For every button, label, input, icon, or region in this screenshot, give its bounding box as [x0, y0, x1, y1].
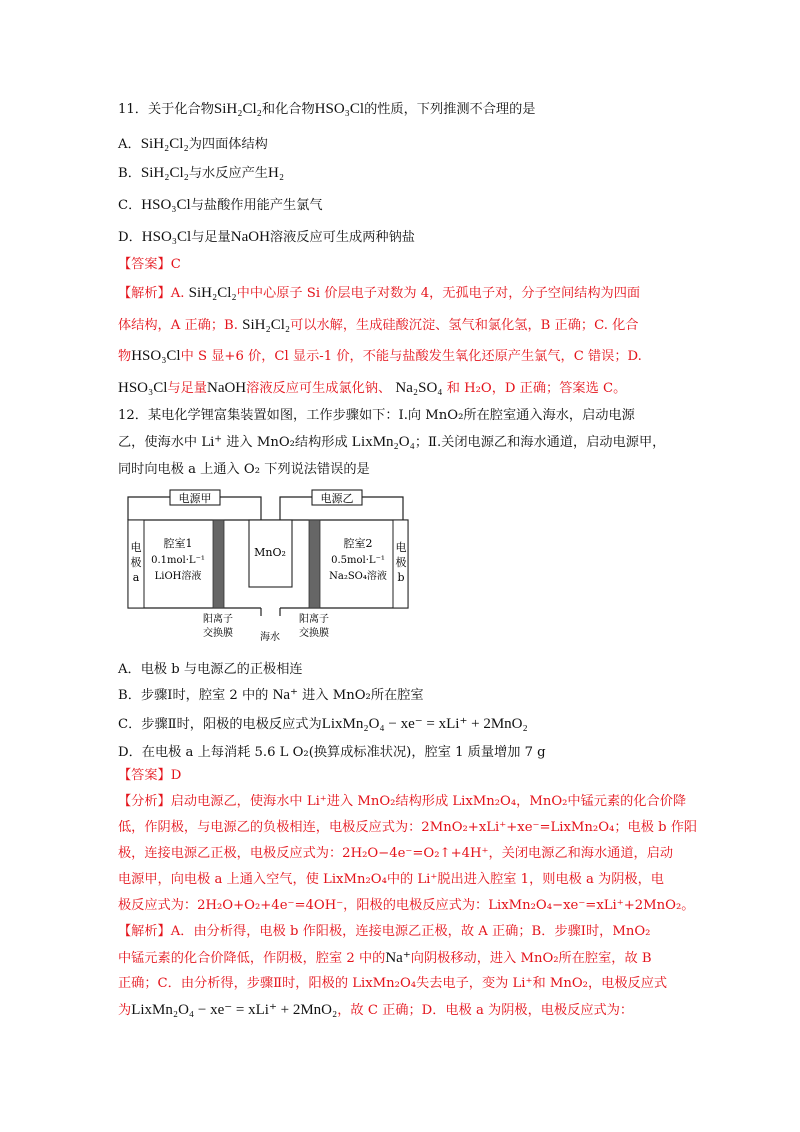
membrane-2-label: 阳离子 — [299, 614, 329, 625]
svg-text:交换膜: 交换膜 — [299, 628, 329, 639]
chamber-1-label: 腔室1 — [163, 537, 193, 550]
q12-analysis-5: 极反应式为：2H₂O+O₂+4e⁻=4OH⁻，阳极的电极反应式为：LixMn₂O₄−xe⁻=xLi⁺+2MnO₂。 — [118, 898, 695, 913]
q12-analysis-3: 极，连接电源乙正极，电极反应式为：2H₂O−4e⁻=O₂↑+4H⁺，关闭电源乙和海水通道，启动 — [118, 846, 674, 861]
q12-option-d: D．在电极 a 上每消耗 5.6 L O₂(换算成标准状况)，腔室 1 质量增加 7 g — [118, 745, 546, 760]
svg-text:0.5mol·L⁻¹: 0.5mol·L⁻¹ — [331, 555, 385, 566]
electrochemical-apparatus-diagram — [118, 488, 418, 656]
svg-text:电: 电 — [130, 541, 142, 554]
q11-option-b: B．SiH₂Cl₂与水反应产生H₂ — [118, 165, 285, 181]
q11-explanation-3: 物HSO₃Cl中 S 显+6 价，Cl 显示-1 价，不能与盐酸发生氧化还原产生氯气，C 错误；D. — [118, 348, 642, 364]
svg-text:电: 电 — [395, 541, 407, 554]
q12-analysis-1: 【分析】启动电源乙，使海水中 Li⁺进入 MnO₂结构形成 LixMn₂O₄，MnO₂中锰元素的化合价降 — [118, 794, 687, 809]
q11-explanation-1: 【解析】A. SiH₂Cl₂中中心原子 Si 价层电子对数为 4，无孤电子对，分子空间结构为四面 — [118, 285, 641, 301]
svg-text:0.1mol·L⁻¹: 0.1mol·L⁻¹ — [151, 555, 205, 566]
q12-analysis-2: 低，作阴极，与电源乙的负极相连，电极反应式为：2MnO₂+xLi⁺+xe⁻=LixMn₂O₄；电极 b 作阳 — [118, 820, 698, 835]
q12-option-b: B．步骤Ⅰ时，腔室 2 中的 Na⁺ 进入 MnO₂所在腔室 — [118, 687, 424, 703]
q11-explanation-2: 体结构，A 正确；B. SiH₂Cl₂可以水解，生成硅酸沉淀、氢气和氯化氢，B 正确；C. 化合 — [118, 317, 639, 333]
q11-option-d: D．HSO₃Cl与足量NaOH溶液反应可生成两种钠盐 — [118, 229, 415, 245]
wire-mno2-left — [220, 497, 261, 520]
q12-explanation-2: 中锰元素的化合价降低，作阴极，腔室 2 中的Na⁺向阴极移动，进入 MnO₂所在腔室，故 B — [118, 950, 652, 966]
q11-explanation-4: HSO₃Cl与足量NaOH溶液反应可生成氯化钠、 Na₂SO₄ 和 H₂O，D 正确；答案选 C。 — [118, 380, 627, 396]
q12-stem-1: 12．某电化学锂富集装置如图，工作步骤如下：Ⅰ.向 MnO₂所在腔室通入海水，启动电源 — [118, 408, 635, 423]
wire-a — [128, 497, 170, 520]
svg-text:a: a — [132, 571, 140, 584]
q11-stem: 11．关于化合物SiH₂Cl₂和化合物HSO₃Cl的性质，下列推测不合理的是 — [118, 101, 536, 117]
seawater-label: 海水 — [260, 632, 280, 643]
svg-text:Na₂SO₄溶液: Na₂SO₄溶液 — [329, 571, 387, 582]
q12-stem-2: 乙，使海水中 Li+ 进入 MnO₂结构形成 LixMn₂O₄；Ⅱ.关闭电源乙和海水通道，启动电源甲， — [118, 433, 666, 450]
q11-option-c: C．HSO₃Cl与盐酸作用能产生氯气 — [118, 197, 323, 213]
svg-text:b: b — [397, 571, 405, 584]
membrane-1-label: 阳离子 — [203, 614, 233, 625]
q12-explanation-3: 正确；C．由分析得，步骤Ⅱ时，阳极的 LixMn₂O₄失去电子，变为 Li⁺和 MnO₂，电极反应式 — [118, 976, 668, 991]
power-supply-2-label: 电源乙 — [320, 492, 354, 505]
mno2-label: MnO₂ — [254, 546, 286, 559]
svg-text:LiOH溶液: LiOH溶液 — [154, 571, 202, 582]
svg-text:交换膜: 交换膜 — [203, 628, 233, 639]
q11-option-a: A．SiH₂Cl₂为四面体结构 — [118, 136, 268, 152]
q11-answer: 【答案】C — [118, 257, 181, 272]
q12-explanation-4: 为LixMn₂O₄ − xe⁻ = xLi⁺ + 2MnO₂，故 C 正确；D．电极 a 为阴极，电极反应式为： — [118, 1002, 634, 1018]
svg-text:极: 极 — [395, 556, 407, 569]
chamber-2-label: 腔室2 — [343, 537, 373, 550]
cation-exchange-membrane-2 — [309, 520, 320, 608]
wire-b — [362, 497, 403, 520]
power-supply-1-label: 电源甲 — [178, 492, 212, 505]
wire-mno2-right — [280, 497, 312, 520]
q12-option-c: C．步骤Ⅱ时，阳极的电极反应式为LixMn₂O₄ − xe⁻ = xLi⁺ + 2MnO₂ — [118, 716, 528, 732]
q12-explanation-1: 【解析】A．由分析得，电极 b 作阳极，连接电源乙正极，故 A 正确；B．步骤Ⅰ时，MnO₂ — [118, 924, 651, 939]
svg-text:极: 极 — [130, 556, 142, 569]
q12-stem-3: 同时向电极 a 上通入 O₂ 下列说法错误的是 — [118, 462, 370, 477]
q12-answer: 【答案】D — [118, 768, 182, 783]
cation-exchange-membrane-1 — [213, 520, 224, 608]
q12-analysis-4: 电源甲，向电极 a 上通入空气，使 LixMn₂O₄中的 Li⁺脱出进入腔室 1，则电极 a 为阴极，电 — [118, 872, 664, 887]
q12-option-a: A．电极 b 与电源乙的正极相连 — [118, 662, 303, 677]
